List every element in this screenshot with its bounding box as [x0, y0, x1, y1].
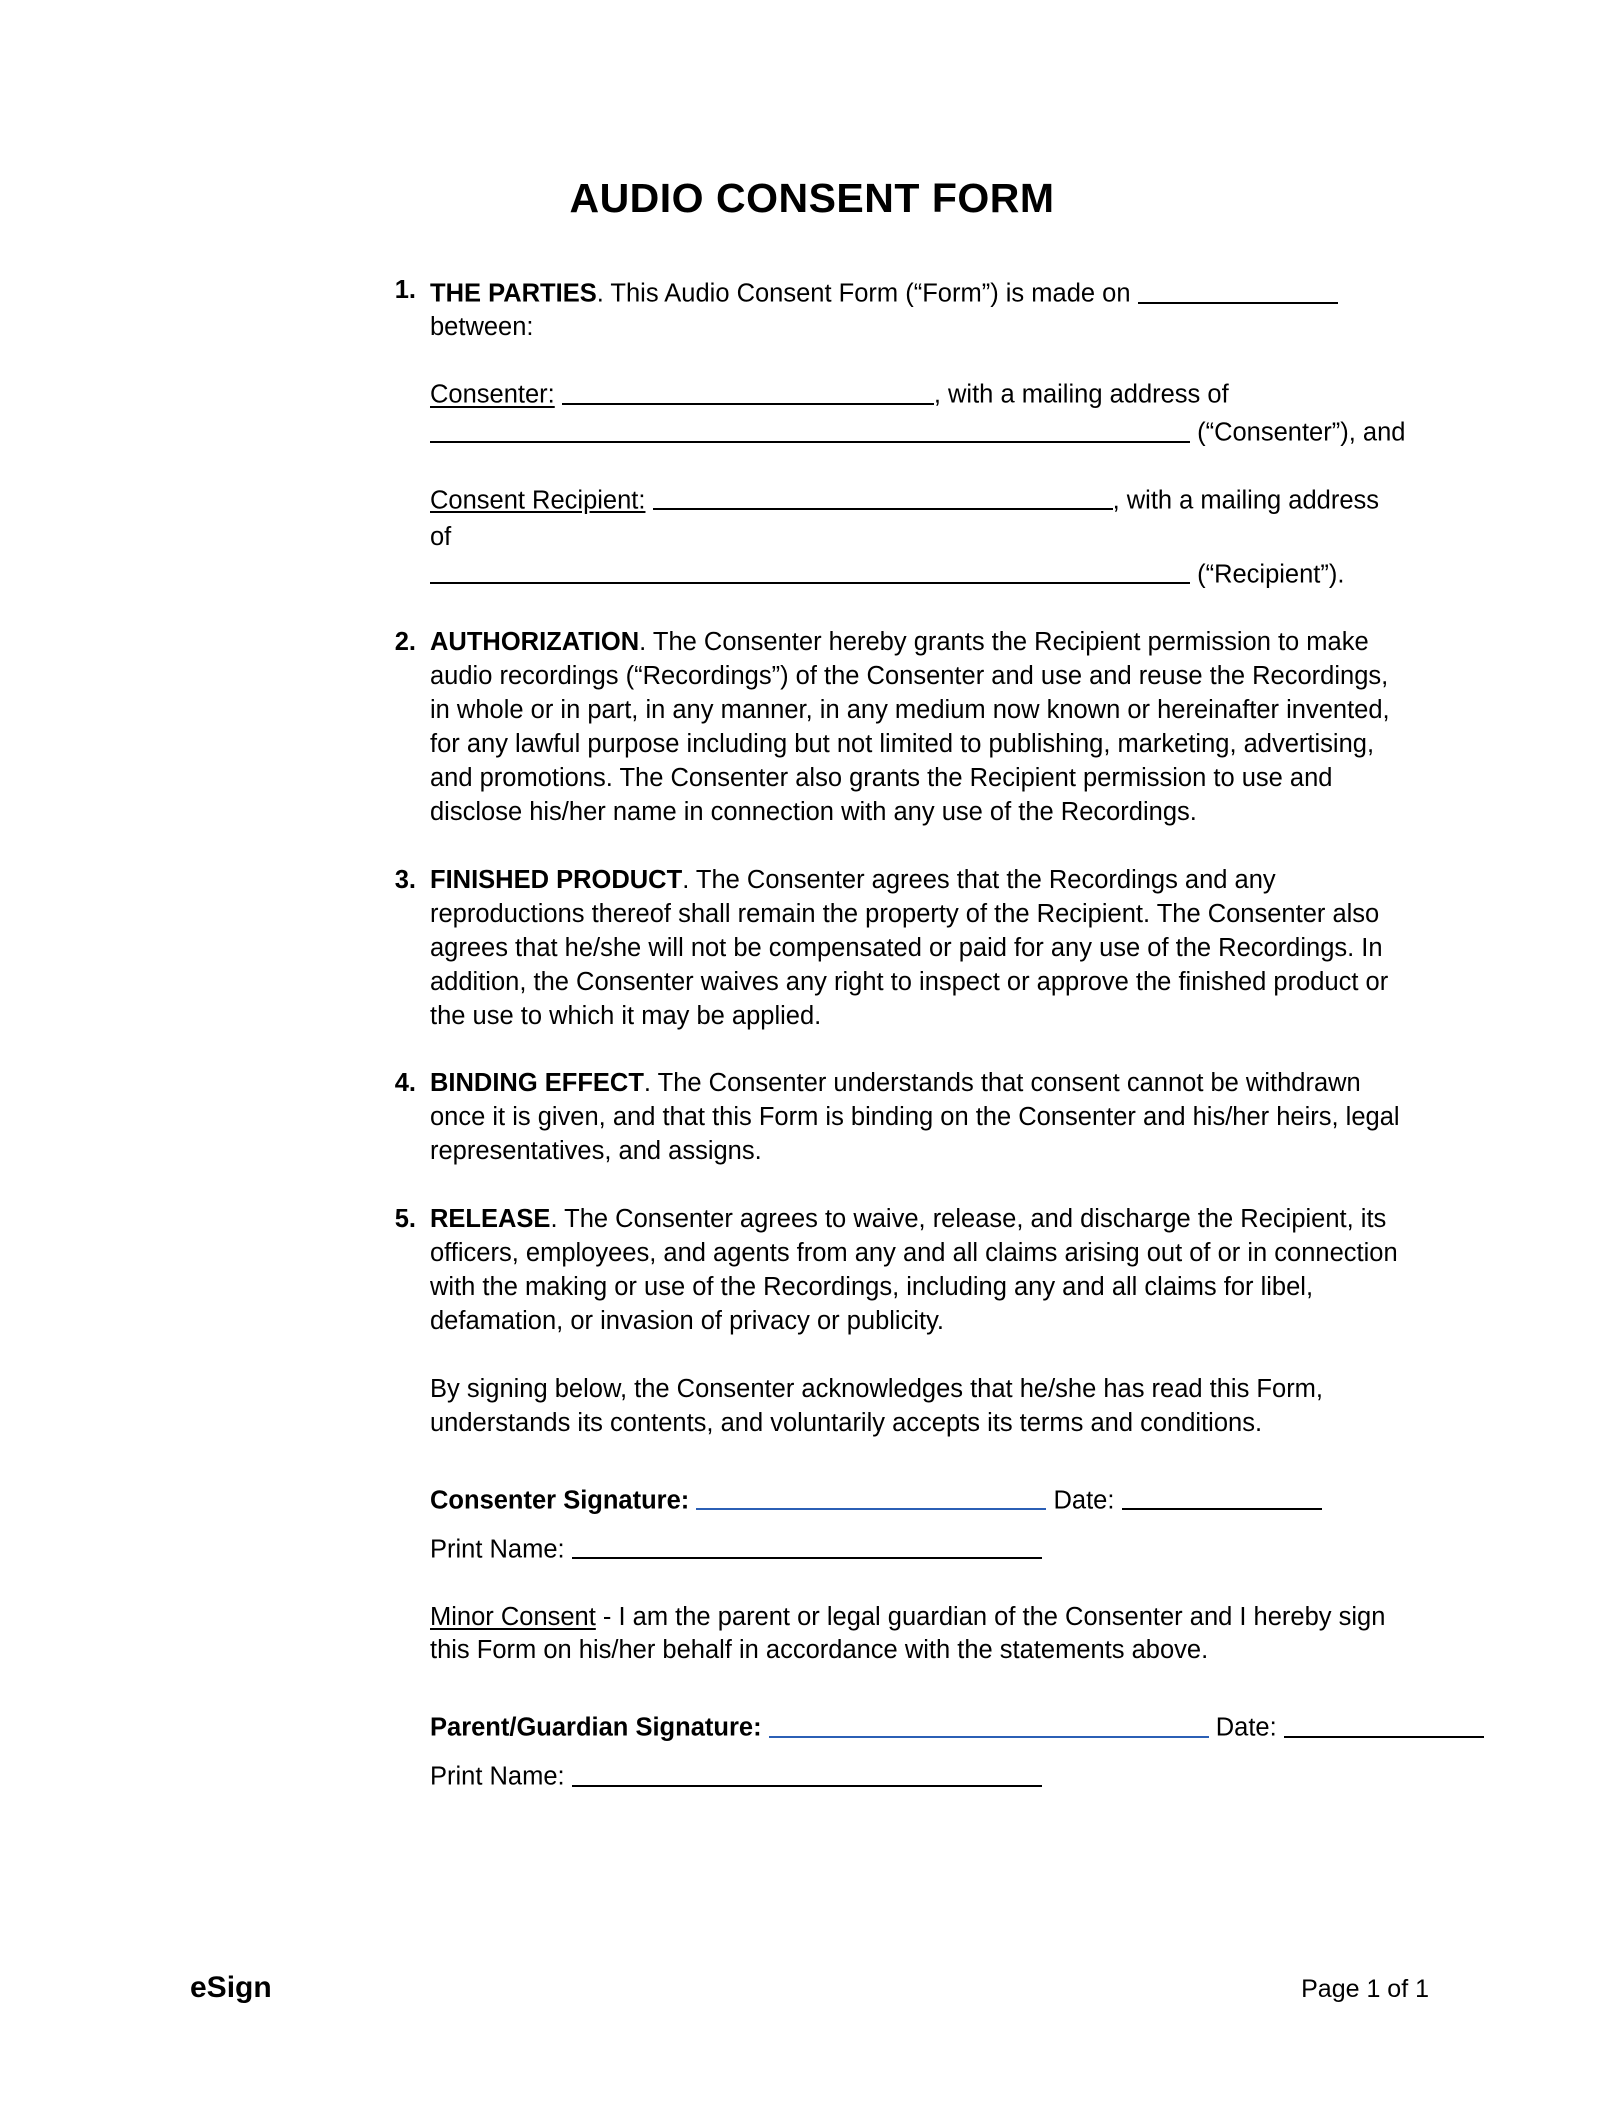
consenter-label: Consenter:	[430, 380, 555, 409]
recipient-name-blank[interactable]	[653, 481, 1113, 511]
clause-heading: BINDING EFFECT	[430, 1069, 644, 1098]
recipient-label: Consent Recipient:	[430, 486, 646, 515]
guardian-signature-field[interactable]	[769, 1708, 1209, 1738]
clause-heading: FINISHED PRODUCT	[430, 865, 683, 894]
clause-binding-effect	[372, 1067, 1407, 1169]
clause-heading: THE PARTIES	[430, 279, 597, 308]
consenter-signature-field[interactable]	[696, 1481, 1046, 1511]
clause-number: 4.	[394, 1069, 416, 1098]
guardian-signature-row	[372, 1708, 1407, 1745]
guardian-print-name-field[interactable]	[572, 1757, 1042, 1787]
guardian-date-field[interactable]	[1284, 1708, 1484, 1738]
page-title: AUDIO CONSENT FORM	[569, 175, 1055, 221]
consenter-signature-row	[372, 1481, 1407, 1518]
guardian-date-label: Date:	[1215, 1713, 1277, 1742]
minor-consent-paragraph	[372, 1601, 1407, 1669]
clause-release	[372, 1203, 1407, 1339]
guardian-print-name-label: Print Name:	[430, 1762, 565, 1791]
consenter-block	[372, 375, 1407, 450]
clause-number: 5.	[394, 1205, 416, 1234]
guardian-signature-label: Parent/Guardian Signature:	[430, 1713, 762, 1742]
clause-text: . This Audio Consent Form (“Form”) is made on	[596, 279, 1138, 308]
consenter-print-name-label: Print Name:	[430, 1535, 565, 1564]
clause-text: . The Consenter agrees to waive, release, and discharge the Recipient, its officers, employees, and agents from any and all claims arising out of or in connection with the making or use of the Recordings, including any and all claims for libel, defamation, or invasion of privacy or publicity.	[430, 1205, 1398, 1335]
clause-finished-product	[372, 864, 1407, 1034]
clause-number: 1.	[394, 276, 416, 304]
document-body	[192, 274, 1432, 1794]
brand-logo: eSign	[190, 1971, 272, 2004]
recipient-address-blank[interactable]	[430, 555, 1190, 585]
clause-text: . The Consenter agrees that the Recordings and any reproductions thereof shall remain the property of the Recipient. The Consenter also agrees that he/she will not be compensated or paid for any use of the Recordings. In addition, the Consenter waives any right to inspect or approve the finished product or the use to which it may be applied.	[430, 865, 1389, 1030]
date-blank-field[interactable]	[1138, 274, 1338, 304]
page-indicator: Page 1 of 1	[1301, 1975, 1429, 2003]
consenter-date-field[interactable]	[1122, 1481, 1322, 1511]
recipient-block	[372, 481, 1407, 593]
page-footer	[0, 1971, 1624, 2005]
minor-consent-text: - I am the parent or legal guardian of the Consenter and I hereby sign this Form on his/her behalf in accordance with the statements above.	[430, 1602, 1386, 1665]
acknowledgement-paragraph: By signing below, the Consenter acknowledges that he/she has read this Form, understands its contents, and voluntarily accepts its terms and conditions.	[430, 1374, 1324, 1437]
recipient-suffix: (“Recipient”).	[1197, 560, 1345, 589]
clause-number: 3.	[394, 865, 416, 894]
clause-the-parties	[372, 274, 1407, 345]
clause-heading: AUTHORIZATION	[430, 628, 640, 657]
consenter-name-blank[interactable]	[562, 375, 934, 405]
clause-heading: RELEASE	[430, 1205, 551, 1234]
clause-text-continued: between:	[430, 313, 534, 342]
consenter-mailing-text: , with a mailing address of	[933, 380, 1229, 409]
recipient-mailing-text: , with a mailing address of	[430, 486, 1380, 551]
consenter-suffix: (“Consenter”), and	[1197, 418, 1406, 447]
clause-number: 2.	[394, 628, 416, 657]
clause-text: . The Consenter understands that consent cannot be withdrawn once it is given, and that this Form is binding on the Consenter and his/her heirs, legal representatives, and assigns.	[430, 1069, 1400, 1166]
guardian-print-name-row	[372, 1757, 1407, 1794]
consenter-print-name-field[interactable]	[572, 1530, 1042, 1560]
consenter-print-name-row	[372, 1530, 1407, 1567]
minor-consent-label: Minor Consent	[430, 1602, 596, 1631]
consenter-signature-label: Consenter Signature:	[430, 1486, 690, 1515]
consenter-date-label: Date:	[1053, 1486, 1115, 1515]
clause-authorization	[372, 626, 1407, 829]
clause-text: . The Consenter hereby grants the Recipient permission to make audio recordings (“Recordings”) of the Consenter and use and reuse the Recordings, in whole or in part, in any manner, in any medium now known or hereinafter invented, for any lawful purpose including but not limited to publishing, marketing, advertising, and promotions. The Consenter also grants the Recipient permission to use and disclose his/her name in connection with any use of the Recordings.	[430, 628, 1390, 827]
consenter-address-blank[interactable]	[430, 413, 1190, 443]
